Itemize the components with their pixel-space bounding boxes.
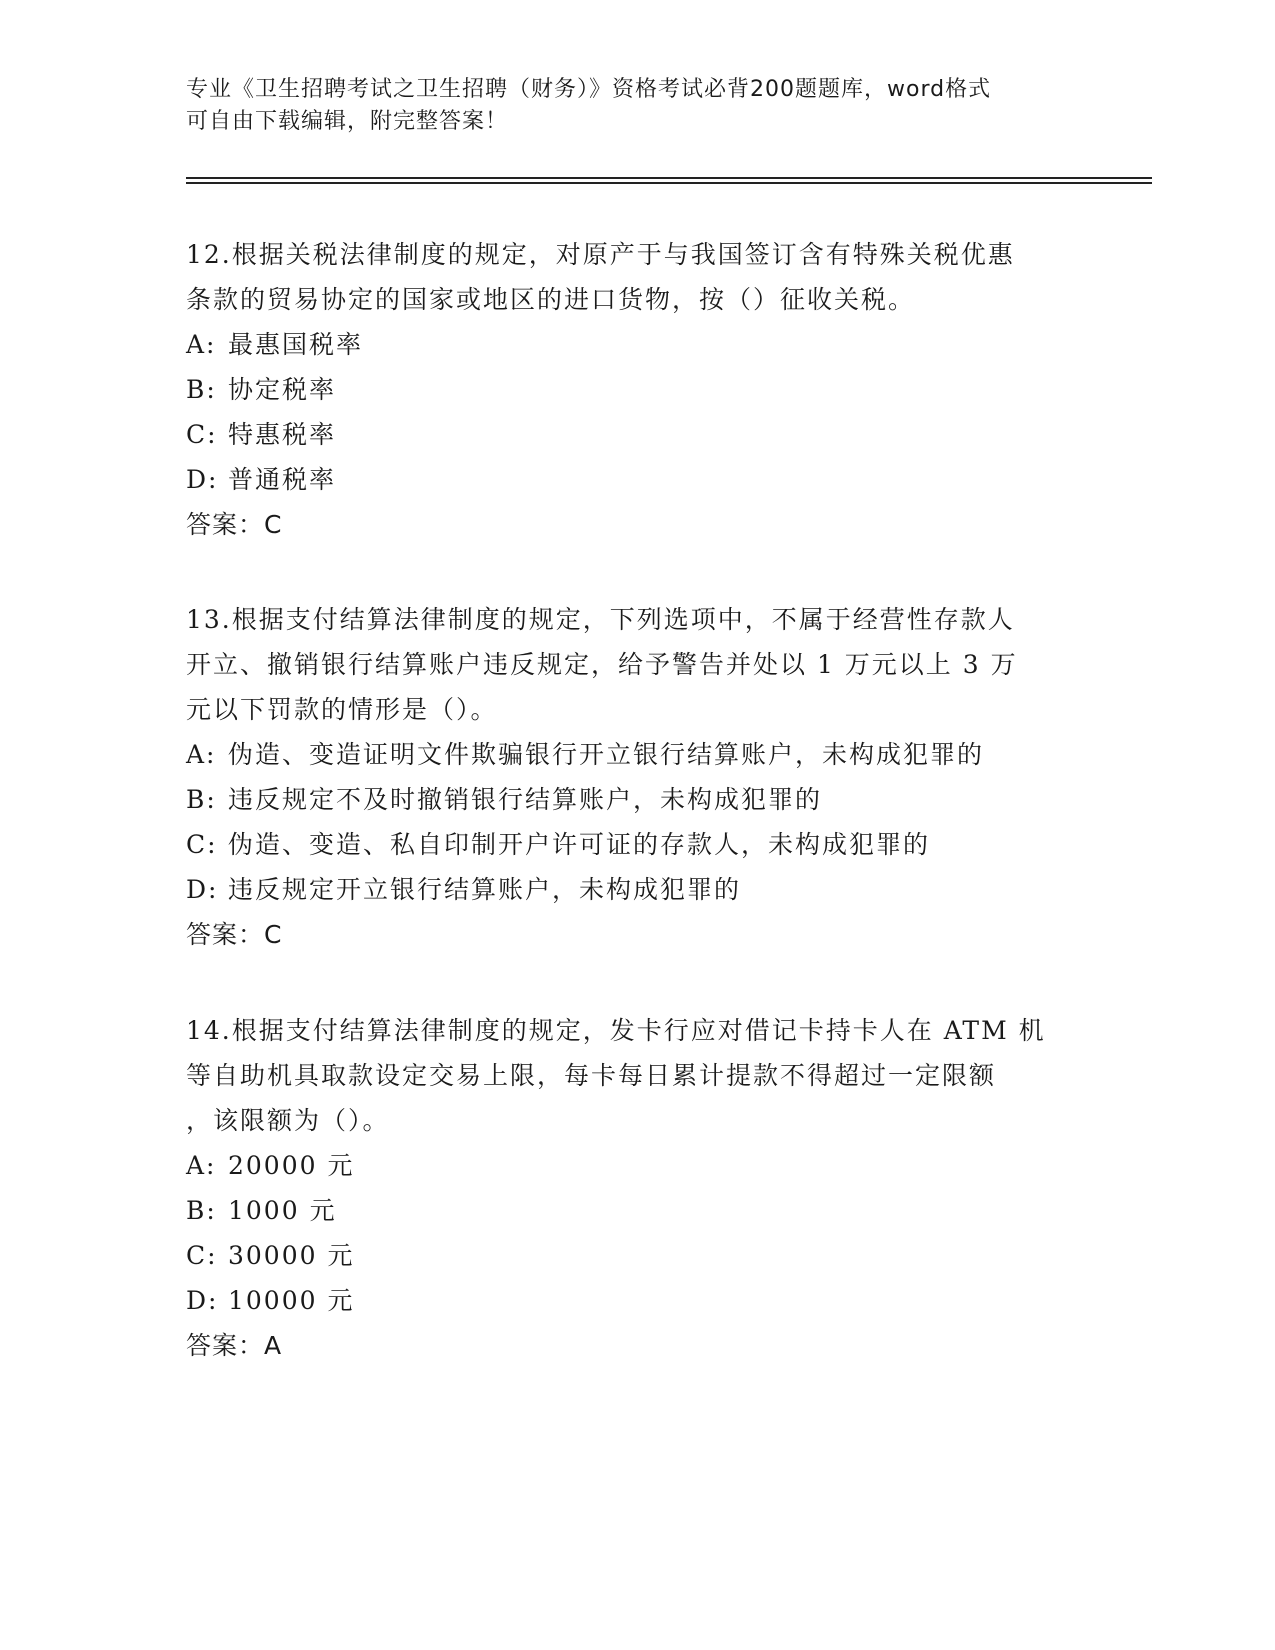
- answer-line: 答案：C: [186, 920, 283, 949]
- answer-line: 答案：A: [186, 1331, 283, 1360]
- header-line: 可自由下载编辑，附完整答案！: [186, 109, 509, 134]
- option-d: [186, 867, 1086, 912]
- option-letter: D:: [186, 875, 219, 904]
- question-stem-line: 等自助机具取款设定交易上限，每卡每日累计提款不得超过一定限额: [186, 1061, 997, 1090]
- question-item: [186, 1008, 1086, 1368]
- option-b: [186, 1188, 1086, 1233]
- option-letter: A:: [186, 740, 217, 769]
- option-a: [186, 1143, 1086, 1188]
- option-letter: C:: [186, 1241, 218, 1270]
- option-a: [186, 732, 1086, 777]
- option-c: [186, 822, 1086, 867]
- option-letter: B:: [186, 375, 217, 404]
- option-a: [186, 322, 1086, 367]
- option-letter: C:: [186, 420, 218, 449]
- question-item: [186, 597, 1086, 957]
- option-text: 伪造、变造、私自印制开户许可证的存款人，未构成犯罪的: [228, 830, 931, 859]
- question-stem-line: 元以下罚款的情形是（）。: [186, 695, 498, 724]
- option-c: [186, 1233, 1086, 1278]
- header-divider: [186, 177, 1152, 179]
- answer-line: 答案：C: [186, 510, 283, 539]
- question-stem-line: 13.根据支付结算法律制度的规定，下列选项中，不属于经营性存款人: [186, 605, 1015, 634]
- option-text: 普通税率: [228, 465, 337, 494]
- option-text: 30000 元: [228, 1241, 355, 1270]
- option-text: 特惠税率: [228, 420, 337, 449]
- question-stem-line: 条款的贸易协定的国家或地区的进口货物，按（）征收关税。: [186, 285, 916, 314]
- question-stem: [186, 232, 1086, 322]
- option-letter: B:: [186, 785, 217, 814]
- option-letter: D:: [186, 1286, 219, 1315]
- question-item: [186, 232, 1086, 547]
- option-text: 1000 元: [228, 1196, 337, 1225]
- question-stem-line: 14.根据支付结算法律制度的规定，发卡行应对借记卡持卡人在 ATM 机: [186, 1016, 1046, 1045]
- option-text: 最惠国税率: [228, 330, 364, 359]
- header-divider: [186, 182, 1152, 184]
- question-stem: [186, 1008, 1086, 1143]
- option-letter: A:: [186, 330, 217, 359]
- option-c: [186, 412, 1086, 457]
- option-letter: D:: [186, 465, 219, 494]
- option-letter: A:: [186, 1151, 217, 1180]
- option-d: [186, 457, 1086, 502]
- option-b: [186, 367, 1086, 412]
- question-stem-line: 12.根据关税法律制度的规定，对原产于与我国签订含有特殊关税优惠: [186, 240, 1015, 269]
- option-text: 协定税率: [228, 375, 337, 404]
- option-letter: C:: [186, 830, 218, 859]
- question-stem-line: 开立、撤销银行结算账户违反规定，给予警告并处以 1 万元以上 3 万: [186, 650, 1018, 679]
- option-text: 10000 元: [228, 1286, 355, 1315]
- document-header: [186, 74, 1066, 138]
- option-text: 违反规定开立银行结算账户，未构成犯罪的: [228, 875, 742, 904]
- option-b: [186, 777, 1086, 822]
- option-letter: B:: [186, 1196, 217, 1225]
- question-stem: [186, 597, 1086, 732]
- option-text: 伪造、变造证明文件欺骗银行开立银行结算账户，未构成犯罪的: [228, 740, 985, 769]
- header-line: 专业《卫生招聘考试之卫生招聘（财务）》资格考试必背200题题库，word格式: [186, 77, 992, 102]
- option-text: 20000 元: [228, 1151, 355, 1180]
- option-d: [186, 1278, 1086, 1323]
- option-text: 违反规定不及时撤销银行结算账户，未构成犯罪的: [228, 785, 823, 814]
- question-stem-line: ，该限额为（）。: [186, 1106, 390, 1135]
